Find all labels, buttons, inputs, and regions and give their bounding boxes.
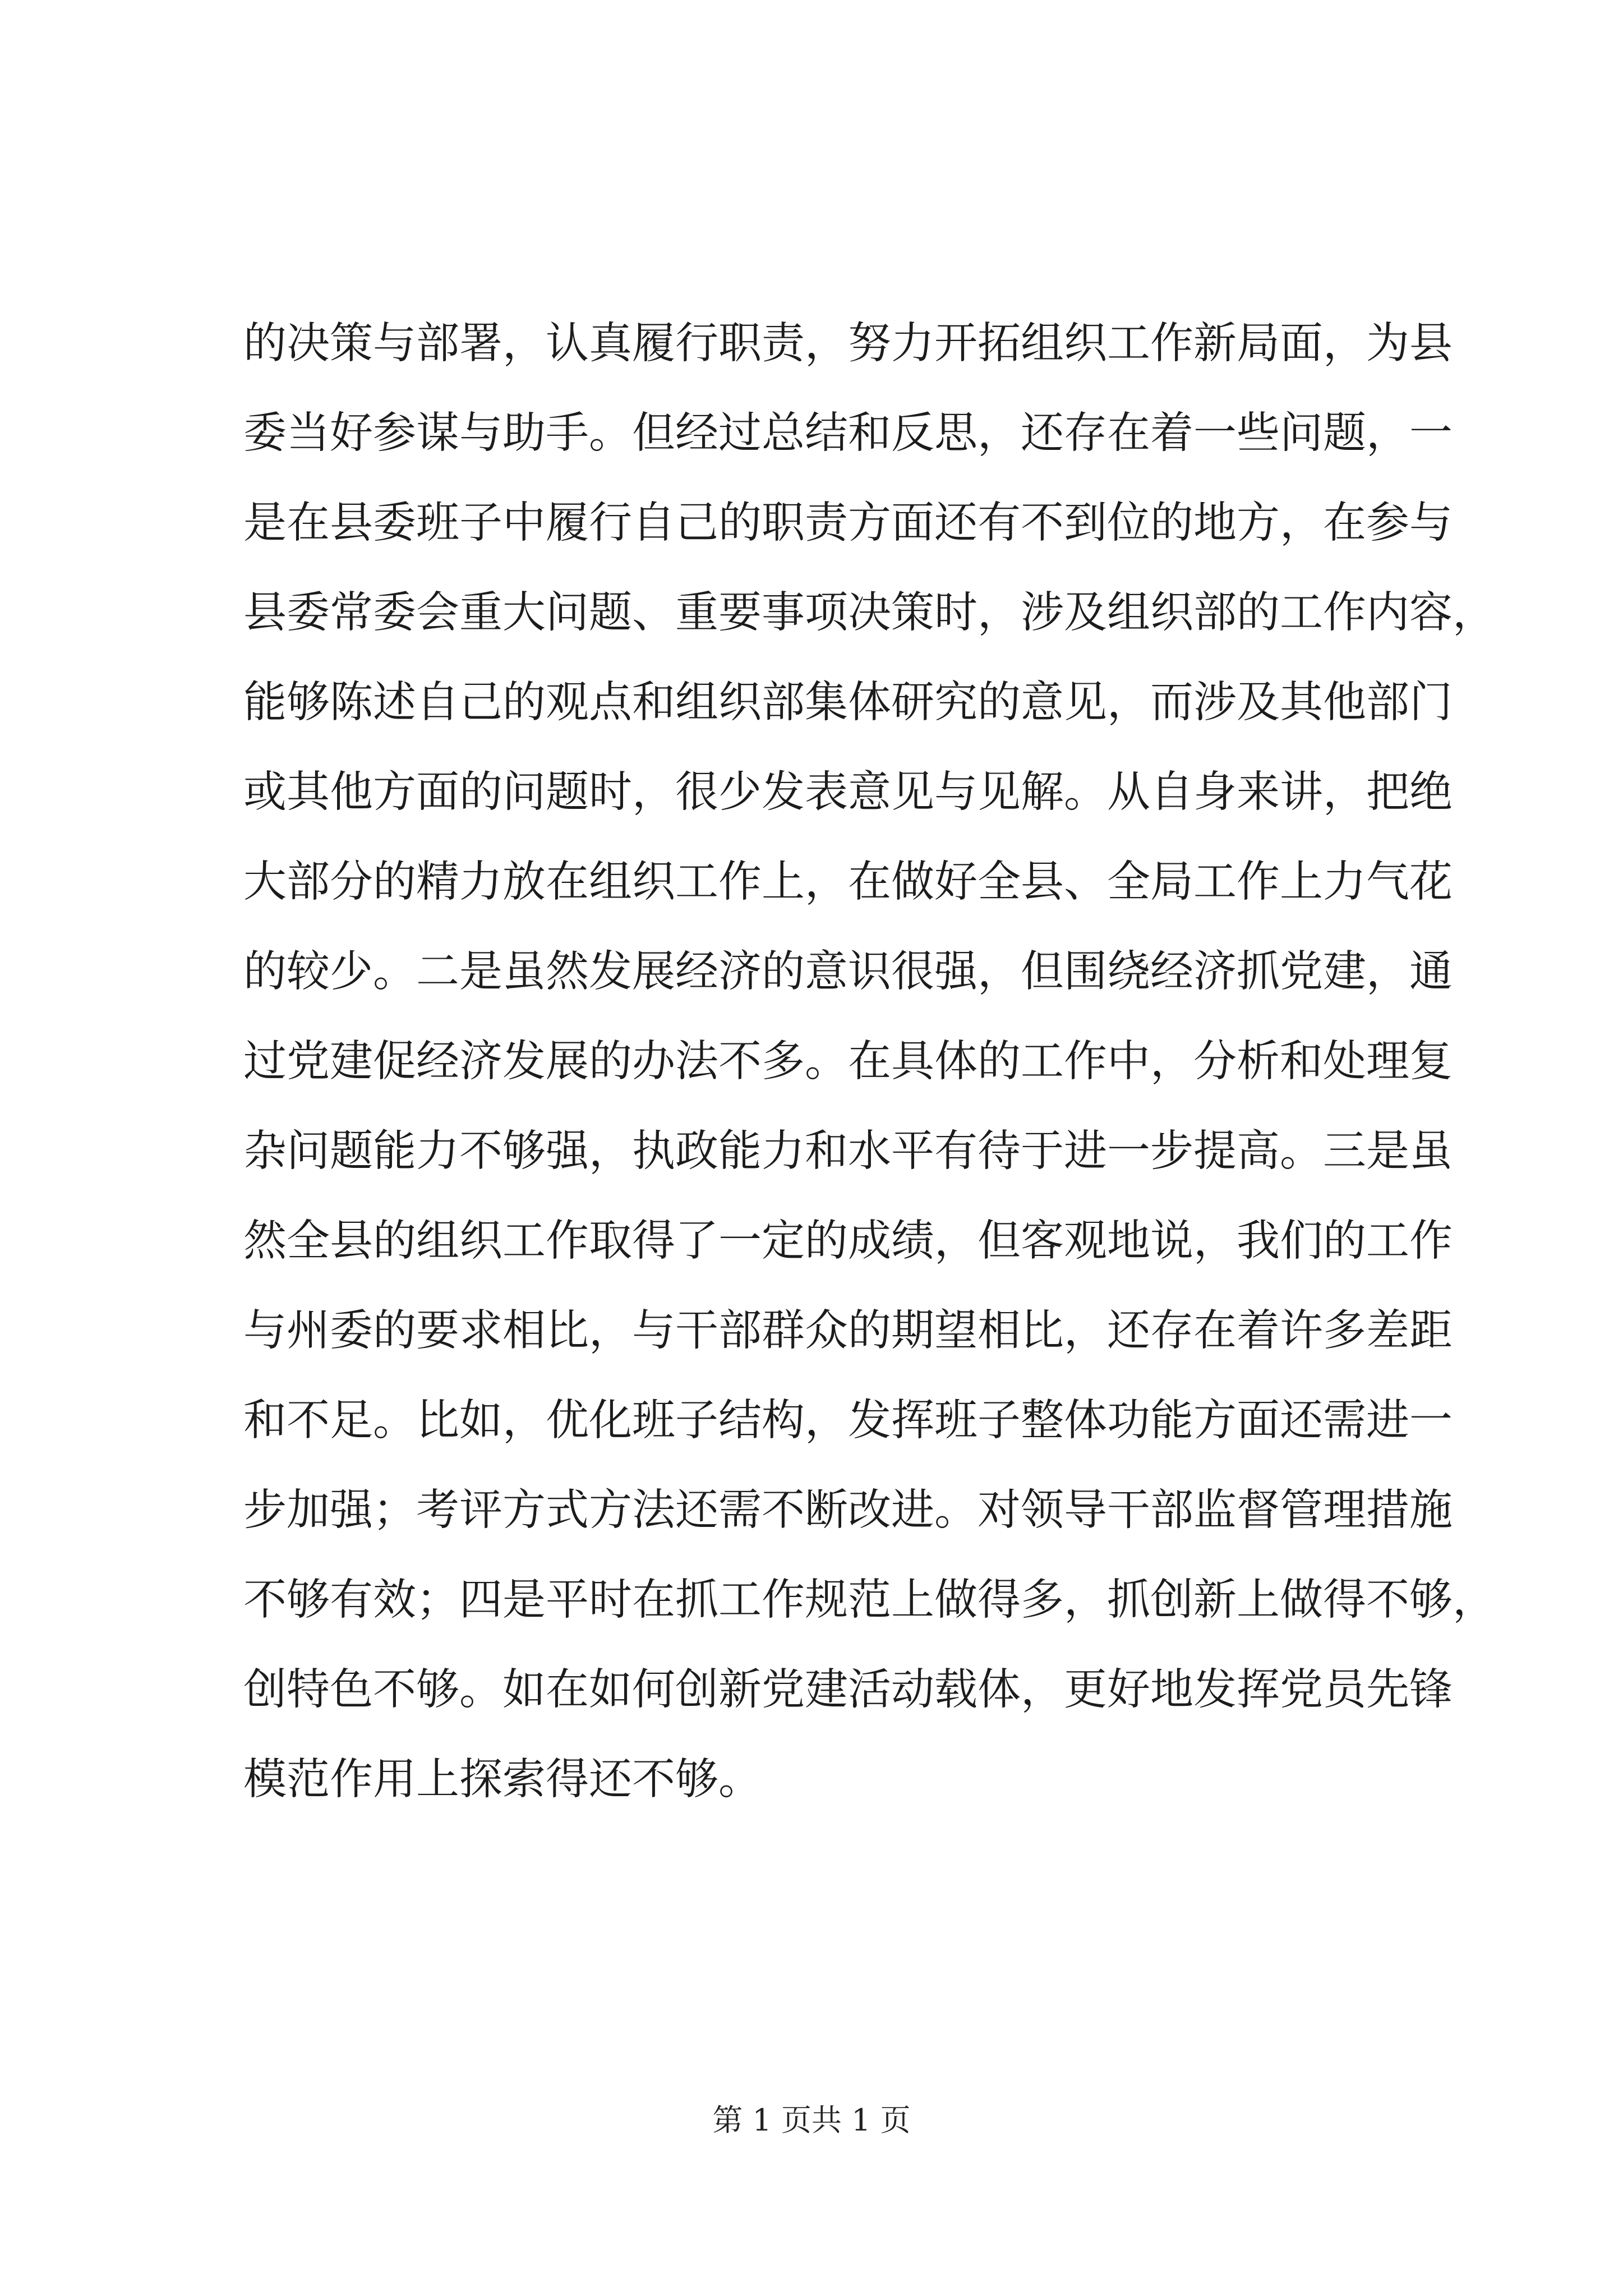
body-text — [243, 299, 1496, 1825]
text-line: 或其他方面的问题时，很少发表意见与见解。从自身来讲，把绝 — [243, 767, 1453, 817]
page-number: 第 1 页 — [712, 2102, 811, 2138]
text-line: 然全县的组织工作取得了一定的成绩，但客观地说，我们的工作 — [243, 1216, 1453, 1266]
text-line: 过党建促经济发展的办法不多。在具体的工作中，分析和处理复 — [243, 1037, 1453, 1087]
text-line: 模范作用上探索得还不够。 — [243, 1755, 762, 1805]
text-line: 大部分的精力放在组织工作上，在做好全县、全局工作上力气花 — [243, 857, 1453, 907]
text-line: 创特色不够。如在如何创新党建活动载体，更好地发挥党员先锋 — [243, 1665, 1453, 1715]
text-line: 不够有效；四是平时在抓工作规范上做得多，抓创新上做得不够， — [243, 1575, 1496, 1625]
page-footer — [0, 2098, 1623, 2143]
text-line: 与州委的要求相比，与干部群众的期望相比，还存在着许多差距 — [243, 1306, 1453, 1356]
text-line: 的较少。二是虽然发展经济的意识很强，但围绕经济抓党建，通 — [243, 947, 1453, 997]
text-line: 是在县委班子中履行自己的职责方面还有不到位的地方，在参与 — [243, 498, 1453, 548]
text-line: 的决策与部署，认真履行职责，努力开拓组织工作新局面，为县 — [243, 319, 1453, 369]
text-line: 杂问题能力不够强，执政能力和水平有待于进一步提高。三是虽 — [243, 1126, 1453, 1176]
text-line: 县委常委会重大问题、重要事项决策时，涉及组织部的工作内容， — [243, 588, 1496, 638]
text-line: 委当好参谋与助手。但经过总结和反思，还存在着一些问题，一 — [243, 408, 1453, 458]
text-line: 步加强；考评方式方法还需不断改进。对领导干部监督管理措施 — [243, 1485, 1453, 1535]
page-total: 共 1 页 — [811, 2102, 911, 2138]
text-line: 和不足。比如，优化班子结构，发挥班子整体功能方面还需进一 — [243, 1396, 1453, 1446]
text-line: 能够陈述自己的观点和组织部集体研究的意见，而涉及其他部门 — [243, 678, 1453, 728]
